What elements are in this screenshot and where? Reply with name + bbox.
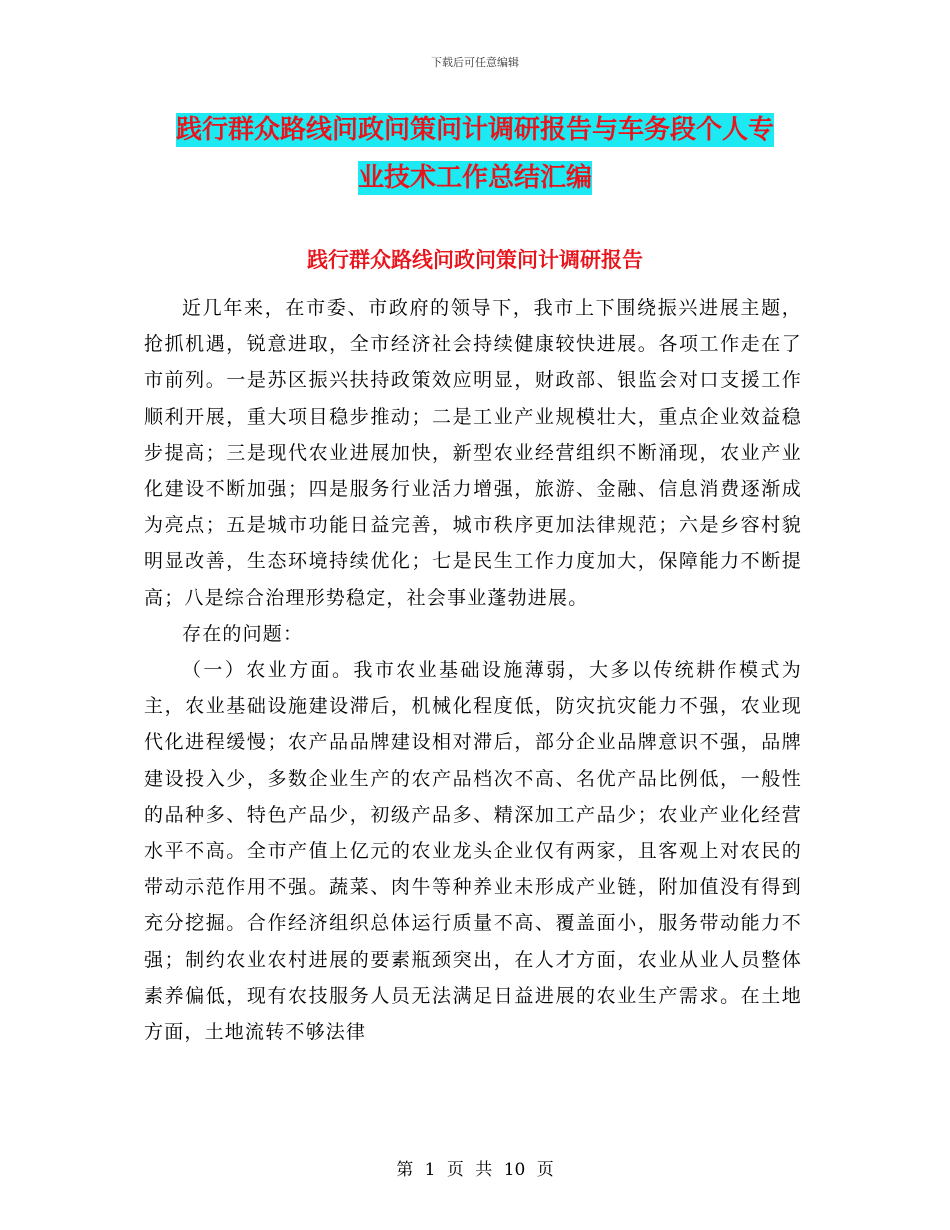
body-paragraph-intro: 近几年来，在市委、市政府的领导下，我市上下围绕振兴进展主题，抢抓机遇，锐意进取，全市经济社会持续健康较快进展。各项工作走在了市前列。一是苏区振兴扶持政策效应明显，财政部、银监会对口支援工作顺利开展，重大项目稳步推动；二是工业产业规模壮大，重点企业效益稳步提高；三是现代农业进展加快，新型农业经营组织不断涌现，农业产业化建设不断加强；四是服务行业活力增强，旅游、金融、信息消费逐渐成为亮点；五是城市功能日益完善，城市秩序更加法律规范；六是乡容村貌明显改善，生态环境持续优化；七是民生工作力度加大，保障能力不断提高；八是综合治理形势稳定，社会事业蓬勃进展。 — [144, 297, 802, 609]
document-title-line-1: 践行群众路线问政问策问计调研报告与车务段个人专 — [175, 115, 774, 145]
page-number: 第 1 页 共 10 页 — [396, 1160, 554, 1180]
document-title-line-2: 业技术工作总结汇编 — [357, 163, 592, 193]
document-body — [144, 290, 802, 1050]
page-header-note: 下载后可任意编辑 — [431, 56, 519, 69]
body-paragraph-problems-heading: 存在的问题： — [182, 622, 304, 645]
section-title: 践行群众路线问政问策问计调研报告 — [307, 248, 643, 272]
document-title — [140, 106, 810, 202]
body-paragraph-agriculture: （一）农业方面。我市农业基础设施薄弱，大多以传统耕作模式为主，农业基础设施建设滞后，机械化程度低，防灾抗灾能力不强，农业现代化进程缓慢；农产品品牌建设相对滞后，部分企业品牌意识不强，品牌建设投入少，多数企业生产的农产品档次不高、名优产品比例低，一般性的品种多、特色产品少，初级产品多、精深加工产品少；农业产业化经营水平不高。全市产值上亿元的农业龙头企业仅有两家，且客观上对农民的带动示范作用不强。蔬菜、肉牛等种养业未形成产业链，附加值没有得到充分挖掘。合作经济组织总体运行质量不高、覆盖面小，服务带动能力不强；制约农业农村进展的要素瓶颈突出，在人才方面，农业从业人员整体素养偏低，现有农技服务人员无法满足日益进展的农业生产需求。在土地方面，土地流转不够法律 — [144, 659, 802, 1044]
